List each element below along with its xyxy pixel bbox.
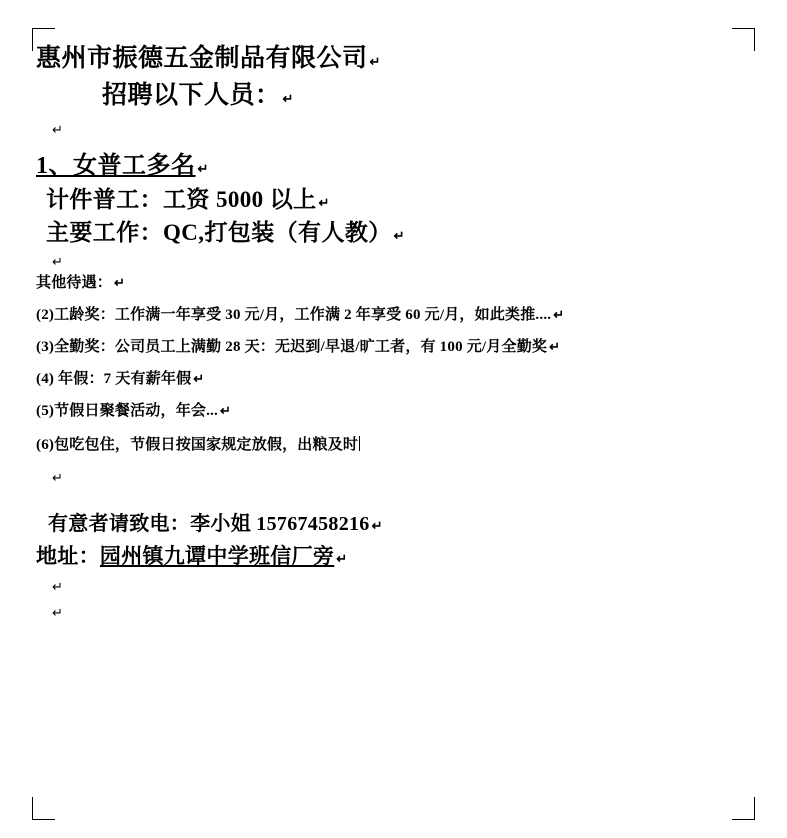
benefit-item bbox=[36, 436, 751, 453]
recruitment-subtitle-text: 招聘以下人员： bbox=[102, 82, 281, 109]
blank-line-5 bbox=[36, 579, 751, 605]
paragraph-mark bbox=[198, 161, 209, 176]
benefit-item-text: (4) 年假：7 天有薪年假 bbox=[36, 371, 192, 387]
benefit-item bbox=[36, 404, 751, 419]
benefit-item bbox=[36, 308, 751, 323]
job-detail-work bbox=[36, 221, 751, 244]
paragraph-mark bbox=[52, 470, 63, 485]
address-line bbox=[36, 546, 751, 567]
document-page bbox=[20, 0, 767, 838]
paragraph-mark bbox=[370, 54, 381, 69]
paragraph-mark bbox=[193, 371, 204, 386]
paragraph-mark bbox=[114, 275, 125, 290]
address-label: 地址： bbox=[36, 544, 100, 568]
benefit-item-text: (3)全勤奖：公司员工上满勤 28 天：无迟到/早退/旷工者，有 100 元/月全勤奖 bbox=[36, 339, 548, 355]
benefit-item bbox=[36, 372, 751, 387]
contact-text: 有意者请致电：李小姐 15767458216 bbox=[48, 513, 370, 535]
benefits-label bbox=[36, 276, 751, 291]
blank-line-6 bbox=[36, 605, 751, 631]
paragraph-mark bbox=[319, 195, 330, 210]
company-title bbox=[36, 46, 751, 71]
benefit-item-text: (6)包吃包住，节假日按国家规定放假，出粮及时 bbox=[36, 437, 359, 453]
paragraph-mark bbox=[52, 579, 63, 594]
paragraph-mark bbox=[553, 307, 564, 322]
contact-line bbox=[36, 514, 751, 534]
paragraph-mark bbox=[220, 403, 231, 418]
recruitment-subtitle bbox=[36, 83, 751, 108]
paragraph-mark bbox=[372, 518, 383, 533]
paragraph-mark bbox=[336, 551, 347, 566]
job-heading bbox=[36, 154, 751, 178]
paragraph-mark bbox=[52, 605, 63, 620]
job-detail-wage bbox=[36, 188, 751, 211]
benefit-item bbox=[36, 340, 751, 355]
company-title-text: 惠州市振德五金制品有限公司 bbox=[36, 45, 368, 72]
blank-line-4 bbox=[36, 492, 751, 514]
blank-line-1 bbox=[36, 122, 751, 148]
document-body bbox=[36, 46, 751, 631]
benefits-label-text: 其他待遇： bbox=[36, 275, 113, 291]
paragraph-mark bbox=[52, 122, 63, 137]
address-value: 园州镇九谭中学班信厂旁 bbox=[99, 544, 335, 568]
paragraph-mark bbox=[283, 91, 294, 106]
job-heading-text: 1、女普工多名 bbox=[36, 153, 196, 179]
paragraph-mark bbox=[549, 339, 560, 354]
job-detail-wage-text: 计件普工：工资 5000 以上 bbox=[46, 187, 317, 212]
blank-line-3 bbox=[36, 470, 751, 492]
paragraph-mark bbox=[394, 228, 405, 243]
crop-mark-bottom-right bbox=[732, 797, 755, 820]
text-cursor bbox=[359, 436, 360, 451]
benefit-item-text: (5)节假日聚餐活动，年会... bbox=[36, 403, 218, 419]
blank-line-2 bbox=[36, 254, 751, 276]
benefit-item-text: (2)工龄奖：工作满一年享受 30 元/月，工作满 2 年享受 60 元/月，如此类推.... bbox=[36, 307, 552, 323]
crop-mark-bottom-left bbox=[32, 797, 55, 820]
job-detail-work-text: 主要工作：QC,打包装（有人教） bbox=[46, 220, 392, 245]
paragraph-mark bbox=[52, 254, 63, 269]
